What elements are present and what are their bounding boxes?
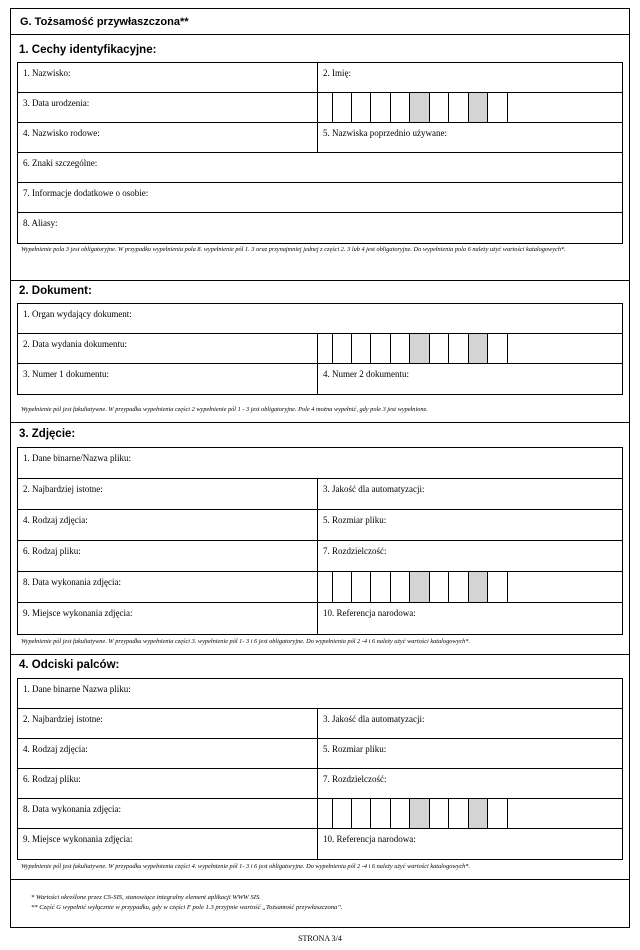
field-jakosc[interactable]: 3. Jakość dla automatyzacji:	[323, 484, 425, 494]
field-nazwisko[interactable]: 1. Nazwisko:	[18, 63, 318, 92]
field-organ-wydajacy[interactable]: 1. Organ wydający dokument:	[23, 309, 132, 319]
field-miejsce-wykonania[interactable]: 9. Miejsce wykonania zdjęcia:	[18, 829, 318, 859]
form-row	[18, 93, 622, 123]
section-3-grid	[17, 447, 623, 635]
section-4-grid	[17, 678, 623, 860]
field-rodzaj-pliku[interactable]: 6. Rodzaj pliku:	[18, 769, 318, 798]
field-dane-binarne[interactable]: 1. Dane binarne Nazwa pliku:	[23, 684, 131, 694]
form-row	[18, 213, 622, 243]
form-row	[18, 123, 622, 153]
form-row	[18, 364, 622, 394]
section-4-title: 4. Odciski palców:	[19, 659, 120, 671]
field-jakosc[interactable]: 3. Jakość dla automatyzacji:	[323, 714, 425, 724]
section-3-note: Wypełnienie pól jest fakultatywne. W przypadku wypełnienia części 3. wypełnienie pól 1- 3 i 6 jest obligatoryjne. Do wypełnienia pól 2 -4 i 6 należy użyć wartości katalogowych*.	[21, 638, 471, 645]
form-row	[18, 183, 622, 213]
field-miejsce-wykonania[interactable]: 9. Miejsce wykonania zdjęcia:	[18, 603, 318, 634]
divider	[11, 280, 629, 281]
form-row	[18, 572, 622, 603]
form-row	[18, 334, 622, 364]
field-referencja-narodowa[interactable]: 10. Referencja narodowa:	[323, 608, 416, 618]
field-numer-1[interactable]: 3. Numer 1 dokumentu:	[18, 364, 318, 394]
form-row	[18, 799, 622, 829]
field-rozmiar-pliku[interactable]: 5. Rozmiar pliku:	[323, 744, 387, 754]
section-2-note: Wypełnienie pól jest fakultatywne. W przypadku wypełnienia części 2 wypełnienie pól 1 - 3 jest obligatoryjne. Pole 4 można wypełnić, gdy pole 3 jest wypełnione.	[21, 406, 428, 413]
section-2-title: 2. Dokument:	[19, 285, 92, 297]
field-aliasy[interactable]: 8. Aliasy:	[23, 218, 58, 228]
form-row	[18, 510, 622, 541]
field-informacje-dodatkowe[interactable]: 7. Informacje dodatkowe o osobie:	[23, 188, 149, 198]
field-rodzaj-zdjecia[interactable]: 4. Rodzaj zdjęcia:	[18, 510, 318, 540]
form-row	[18, 603, 622, 634]
date-input-boxes[interactable]	[318, 799, 622, 828]
field-rodzaj-zdjecia[interactable]: 4. Rodzaj zdjęcia:	[18, 739, 318, 768]
section-g-header: G. Tożsamość przywłaszczona**	[11, 9, 629, 35]
form-row	[18, 829, 622, 859]
section-1-grid	[17, 62, 623, 244]
field-najbardziej-istotne[interactable]: 2. Najbardziej istotne:	[18, 479, 318, 509]
date-input-boxes[interactable]	[318, 93, 622, 122]
footnotes	[31, 893, 343, 913]
form-row	[18, 448, 622, 479]
field-data-urodzenia: 3. Data urodzenia:	[18, 93, 318, 122]
divider	[11, 654, 629, 655]
field-referencja-narodowa[interactable]: 10. Referencja narodowa:	[323, 834, 416, 844]
form-page	[10, 8, 630, 928]
form-row	[18, 709, 622, 739]
form-row	[18, 739, 622, 769]
form-row	[18, 679, 622, 709]
section-3-title: 3. Zdjęcie:	[19, 428, 76, 440]
form-row	[18, 479, 622, 510]
field-nazwiska-poprzednie[interactable]: 5. Nazwiska poprzednio używane:	[323, 128, 447, 138]
field-data-wykonania: 8. Data wykonania zdjęcia:	[18, 572, 318, 602]
date-input-boxes[interactable]	[318, 334, 622, 363]
divider	[11, 422, 629, 423]
form-row	[18, 541, 622, 572]
field-najbardziej-istotne[interactable]: 2. Najbardziej istotne:	[18, 709, 318, 738]
section-1-note: Wypełnienie pola 3 jest obligatoryjne. W przypadku wypełnienia pola 8. wypełnienie pól 1. 3 oraz przynajmniej jednej z części 2. 3 lub 4 jest obligatoryjne. Do wypełnienia pola 6 należy użyć wartości katalogowych*.	[21, 246, 566, 253]
footnote-1: * Wartości określone przez CS-SIS, stanowiące integralny element aplikacji WWW SIS.	[31, 894, 261, 901]
field-dane-binarne[interactable]: 1. Dane binarne/Nazwa pliku:	[23, 453, 131, 463]
field-rozmiar-pliku[interactable]: 5. Rozmiar pliku:	[323, 515, 387, 525]
section-4-note: Wypełnienie pól jest fakultatywne. W przypadku wypełnienia części 4. wypełnienie pól 1- 3 i 6 jest obligatoryjne. Do wypełnienia pól 2 -4 i 6 należy użyć wartości katalogowych*.	[21, 863, 471, 870]
form-row	[18, 769, 622, 799]
field-nazwisko-rodowe[interactable]: 4. Nazwisko rodowe:	[18, 123, 318, 152]
footnote-2: ** Część G wypełnić wyłącznie w przypadku, gdy w części F pole 1.3 przyjmie wartość „Tożsamość przywłaszczona”.	[31, 904, 343, 911]
section-2-grid	[17, 303, 623, 395]
form-row	[18, 304, 622, 334]
form-row	[18, 153, 622, 183]
field-numer-2[interactable]: 4. Numer 2 dokumentu:	[323, 369, 409, 379]
form-row	[18, 63, 622, 93]
date-input-boxes[interactable]	[318, 572, 622, 602]
field-imie[interactable]: 2. Imię:	[323, 68, 351, 78]
page-number: STRONA 3/4	[298, 934, 342, 943]
field-rozdzielczosc[interactable]: 7. Rozdzielczość:	[323, 774, 387, 784]
field-znaki-szczegolne[interactable]: 6. Znaki szczególne:	[23, 158, 98, 168]
field-rozdzielczosc[interactable]: 7. Rozdzielczość:	[323, 546, 387, 556]
field-data-wykonania: 8. Data wykonania zdjęcia:	[18, 799, 318, 828]
field-data-wydania: 2. Data wydania dokumentu:	[18, 334, 318, 363]
divider	[11, 879, 629, 880]
field-rodzaj-pliku[interactable]: 6. Rodzaj pliku:	[18, 541, 318, 571]
section-1-title: 1. Cechy identyfikacyjne:	[19, 44, 157, 56]
